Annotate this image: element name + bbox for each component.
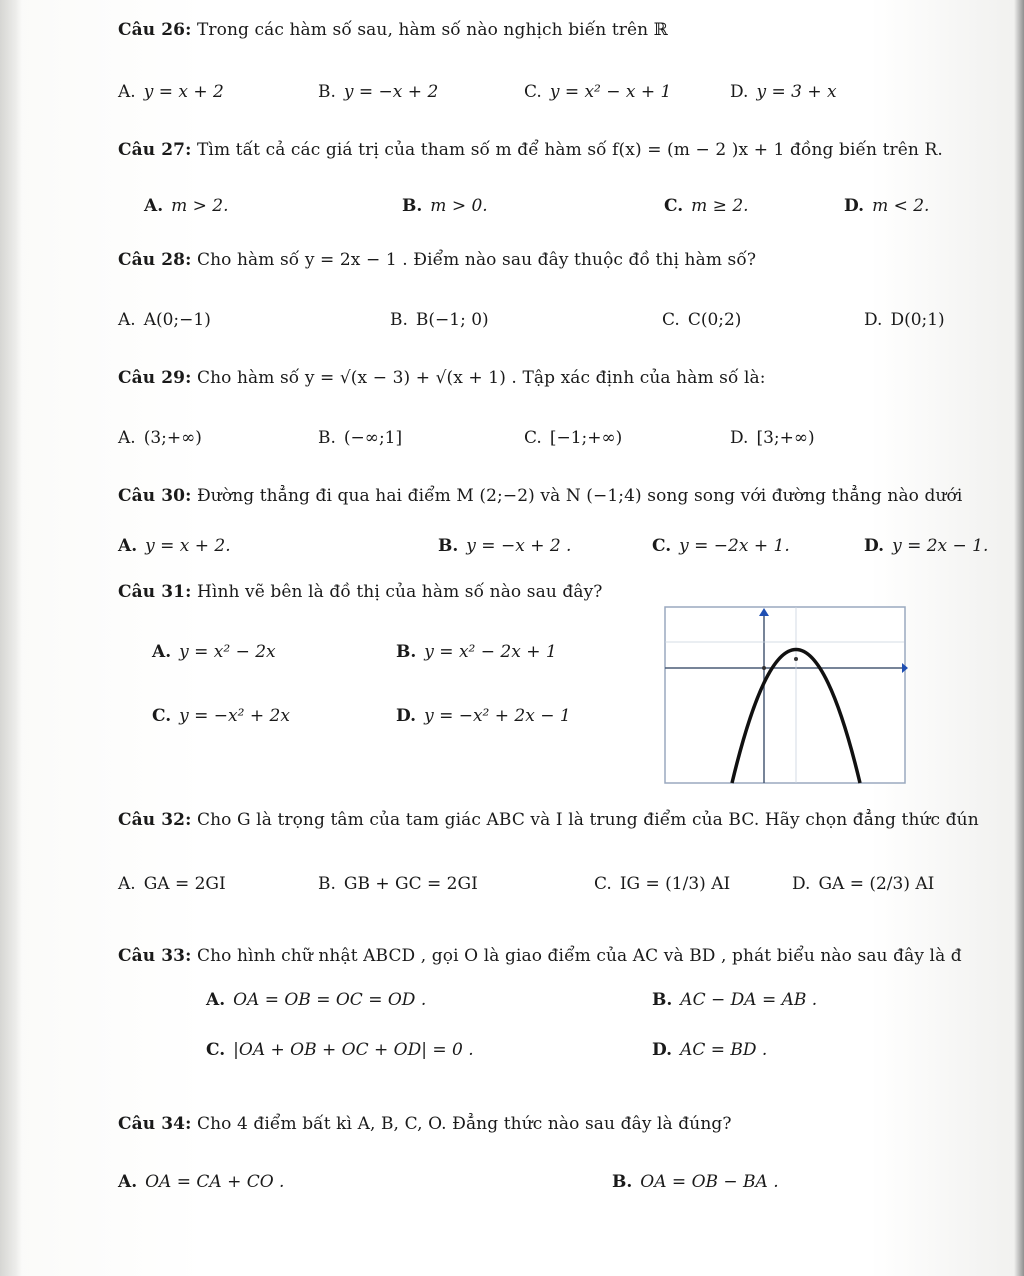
vertex-point: [794, 657, 798, 661]
question-number: Câu 29:: [118, 368, 192, 388]
option-text: y = x² − 2x + 1: [424, 642, 557, 662]
option-text: y = 2x − 1.: [892, 536, 989, 556]
question-text: Hình vẽ bên là đồ thị của hàm số nào sau đây?: [196, 582, 603, 602]
option-a[interactable]: [118, 536, 231, 556]
option-label: B.: [390, 310, 408, 330]
option-a[interactable]: [118, 874, 226, 894]
option-b[interactable]: [318, 428, 402, 448]
option-label: C.: [662, 310, 680, 330]
option-text: (−∞;1]: [343, 428, 403, 448]
option-text: GA = (2/3) AI: [818, 874, 935, 894]
option-a[interactable]: [206, 990, 426, 1010]
page-left-shadow: [0, 0, 22, 1276]
option-c[interactable]: [524, 428, 622, 448]
question-text: Cho G là trọng tâm của tam giác ABC và I là trung điểm của BC. Hãy chọn đẳng thức đún: [196, 810, 979, 830]
option-d[interactable]: [730, 82, 837, 102]
option-label: B.: [652, 990, 673, 1010]
question-32: [118, 810, 979, 830]
option-text: y = −x + 2 .: [466, 536, 572, 556]
origin-point: [762, 666, 766, 670]
option-text: IG = (1/3) AI: [619, 874, 731, 894]
option-label: D.: [864, 310, 883, 330]
option-label: D.: [730, 428, 749, 448]
option-text: y = −x² + 2x − 1: [424, 706, 571, 726]
option-label: B.: [318, 428, 336, 448]
option-label: B.: [396, 642, 417, 662]
question-26: [118, 20, 668, 40]
option-text: y = x² − x + 1: [549, 82, 672, 102]
option-label: D.: [844, 196, 865, 216]
question-text: Cho 4 điểm bất kì A, B, C, O. Đẳng thức nào sau đây là đúng?: [196, 1114, 732, 1134]
option-d[interactable]: [792, 874, 934, 894]
option-text: m < 2.: [872, 196, 930, 216]
option-text: AC = BD .: [680, 1040, 768, 1060]
question-30: [118, 486, 962, 506]
option-d[interactable]: [652, 1040, 767, 1060]
parabola-graph: [664, 602, 908, 788]
question-number: Câu 28:: [118, 250, 192, 270]
option-label: A.: [118, 310, 136, 330]
option-c[interactable]: [652, 536, 790, 556]
option-label: C.: [664, 196, 684, 216]
option-label: D.: [792, 874, 811, 894]
question-31: [118, 582, 603, 602]
option-c[interactable]: [152, 706, 290, 726]
option-label: A.: [144, 196, 164, 216]
option-text: y = 3 + x: [756, 82, 837, 102]
option-b[interactable]: [318, 82, 438, 102]
option-b[interactable]: [612, 1172, 779, 1192]
option-c[interactable]: [662, 310, 741, 330]
question-text: Trong các hàm số sau, hàm số nào nghịch biến trên ℝ: [196, 20, 668, 40]
question-number: Câu 32:: [118, 810, 192, 830]
option-c[interactable]: [664, 196, 749, 216]
question-text: Cho hàm số y = 2x − 1 . Điểm nào sau đây thuộc đồ thị hàm số?: [196, 250, 757, 270]
option-b[interactable]: [652, 990, 817, 1010]
option-text: GB + GC = 2GI: [343, 874, 478, 894]
question-27: [118, 140, 943, 160]
option-b[interactable]: [402, 196, 488, 216]
option-label: C.: [652, 536, 672, 556]
option-label: C.: [152, 706, 172, 726]
question-number: Câu 30:: [118, 486, 192, 506]
option-text: m ≥ 2.: [691, 196, 749, 216]
option-text: D(0;1): [890, 310, 945, 330]
page-right-shadow: [1014, 0, 1024, 1276]
option-a[interactable]: [118, 82, 224, 102]
option-text: y = −2x + 1.: [679, 536, 790, 556]
option-label: D.: [864, 536, 885, 556]
question-number: Câu 33:: [118, 946, 192, 966]
option-label: B.: [318, 82, 336, 102]
question-text: Đường thẳng đi qua hai điểm M (2;−2) và N (−1;4) song song với đường thẳng nào dưới: [196, 486, 963, 506]
option-c[interactable]: [524, 82, 671, 102]
option-d[interactable]: [730, 428, 815, 448]
option-d[interactable]: [864, 536, 988, 556]
option-label: A.: [118, 536, 138, 556]
question-text: Cho hình chữ nhật ABCD , gọi O là giao điểm của AC và BD , phát biểu nào sau đây là đ: [196, 946, 962, 966]
option-text: [−1;+∞): [549, 428, 623, 448]
question-text: Tìm tất cả các giá trị của tham số m để hàm số f(x) = (m − 2 )x + 1 đồng biến trên R.: [196, 140, 943, 160]
question-number: Câu 34:: [118, 1114, 192, 1134]
option-label: B.: [318, 874, 336, 894]
option-a[interactable]: [118, 428, 202, 448]
question-number: Câu 27:: [118, 140, 192, 160]
option-d[interactable]: [864, 310, 945, 330]
option-label: A.: [118, 428, 136, 448]
option-label: D.: [730, 82, 749, 102]
option-text: OA = OB − BA .: [640, 1172, 779, 1192]
option-b[interactable]: [318, 874, 478, 894]
option-text: y = x + 2.: [145, 536, 231, 556]
option-text: GA = 2GI: [143, 874, 226, 894]
option-label: C.: [524, 82, 542, 102]
option-d[interactable]: [396, 706, 571, 726]
option-c[interactable]: [206, 1040, 474, 1060]
option-text: y = −x + 2: [343, 82, 439, 102]
option-b[interactable]: [396, 642, 557, 662]
option-label: A.: [118, 82, 136, 102]
option-label: C.: [594, 874, 612, 894]
option-b[interactable]: [438, 536, 571, 556]
option-text: |OA + OB + OC + OD| = 0 .: [233, 1040, 474, 1060]
option-label: C.: [524, 428, 542, 448]
option-text: B(−1; 0): [415, 310, 489, 330]
option-label: A.: [152, 642, 172, 662]
option-label: A.: [118, 874, 136, 894]
option-label: B.: [612, 1172, 633, 1192]
option-a[interactable]: [118, 310, 211, 330]
option-text: m > 2.: [171, 196, 229, 216]
option-label: C.: [206, 1040, 226, 1060]
option-label: D.: [396, 706, 417, 726]
option-text: AC − DA = AB .: [680, 990, 818, 1010]
option-a[interactable]: [152, 642, 276, 662]
option-label: A.: [118, 1172, 138, 1192]
option-text: [3;+∞): [756, 428, 815, 448]
option-label: A.: [206, 990, 226, 1010]
option-text: y = −x² + 2x: [179, 706, 290, 726]
option-label: D.: [652, 1040, 673, 1060]
option-text: OA = OB = OC = OD .: [233, 990, 427, 1010]
option-label: B.: [402, 196, 423, 216]
option-a[interactable]: [118, 1172, 284, 1192]
option-text: C(0;2): [687, 310, 742, 330]
graph-frame: [665, 607, 905, 783]
option-label: B.: [438, 536, 459, 556]
question-28: [118, 250, 756, 270]
option-text: m > 0.: [430, 196, 488, 216]
option-text: y = x² − 2x: [179, 642, 276, 662]
option-d[interactable]: [844, 196, 929, 216]
question-number: Câu 26:: [118, 20, 192, 40]
option-b[interactable]: [390, 310, 489, 330]
question-29: [118, 368, 766, 388]
question-text: Cho hàm số y = √(x − 3) + √(x + 1) . Tập xác định của hàm số là:: [196, 368, 766, 388]
question-33: [118, 946, 962, 966]
option-text: y = x + 2: [143, 82, 224, 102]
option-text: OA = CA + CO .: [145, 1172, 285, 1192]
option-text: A(0;−1): [143, 310, 211, 330]
option-a[interactable]: [144, 196, 229, 216]
option-c[interactable]: [594, 874, 730, 894]
option-text: (3;+∞): [143, 428, 202, 448]
question-number: Câu 31:: [118, 582, 192, 602]
question-34: [118, 1114, 732, 1134]
